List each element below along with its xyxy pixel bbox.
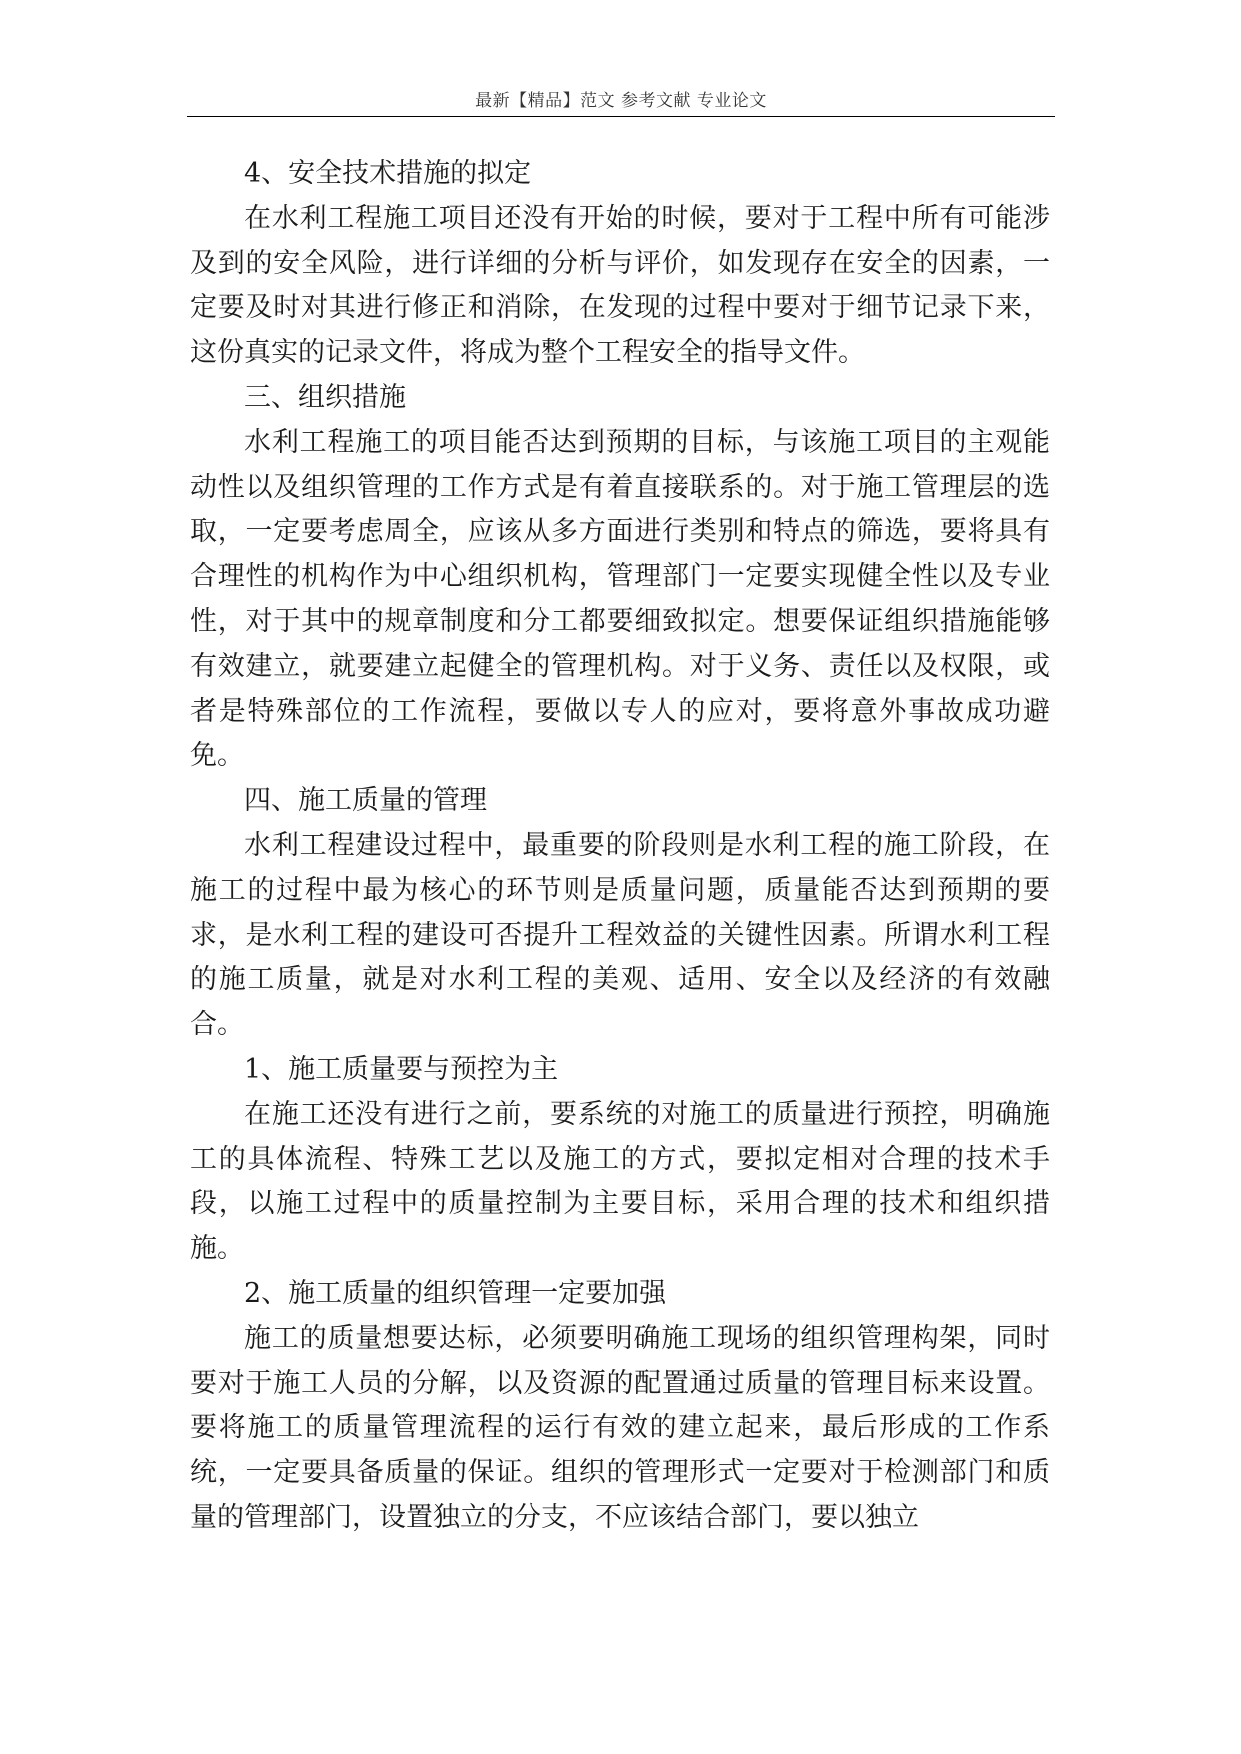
paragraph: 水利工程施工的项目能否达到预期的目标，与该施工项目的主观能动性以及组织管理的工作方式是有着直接联系的。对于施工管理层的选取，一定要考虑周全，应该从多方面进行类别和特点的筛选，要将具有合理性的机构作为中心组织机构，管理部门一定要实现健全性以及专业性，对于其中的规章制度和分工都要细致拟定。想要保证组织措施能够有效建立，就要建立起健全的管理机构。对于义务、责任以及权限，或者是特殊部位的工作流程，要做以专人的应对，要将意外事故成功避免。	[190, 426, 1050, 772]
section-heading: 四、施工质量的管理	[244, 785, 487, 817]
paragraph: 施工的质量想要达标，必须要明确施工现场的组织管理构架，同时要对于施工人员的分解，以及资源的配置通过质量的管理目标来设置。要将施工的质量管理流程的运行有效的建立起来，最后形成的工作系统，一定要具备质量的保证。组织的管理形式一定要对于检测部门和质量的管理部门，设置独立的分支，不应该结合部门，要以独立	[190, 1322, 1050, 1533]
header-rule	[187, 116, 1055, 117]
section-heading: 三、组织措施	[244, 381, 406, 413]
paragraph: 在水利工程施工项目还没有开始的时候，要对于工程中所有可能涉及到的安全风险，进行详细的分析与评价，如发现存在安全的因素，一定要及时对其进行修正和消除，在发现的过程中要对于细节记录下来，这份真实的记录文件，将成为整个工程安全的指导文件。	[190, 202, 1050, 369]
page-header: 最新【精品】范文 参考文献 专业论文	[475, 91, 767, 111]
document-body	[190, 152, 1050, 1541]
section-heading: 1、施工质量要与预控为主	[244, 1053, 559, 1085]
section-heading: 4、安全技术措施的拟定	[244, 158, 532, 189]
paragraph: 水利工程建设过程中，最重要的阶段则是水利工程的施工阶段，在施工的过程中最为核心的环节则是质量问题，质量能否达到预期的要求，是水利工程的建设可否提升工程效益的关键性因素。所谓水利工程的施工质量，就是对水利工程的美观、适用、安全以及经济的有效融合。	[190, 829, 1050, 1041]
section-heading: 2、施工质量的组织管理一定要加强	[244, 1277, 667, 1309]
paragraph: 在施工还没有进行之前，要系统的对施工的质量进行预控，明确施工的具体流程、特殊工艺以及施工的方式，要拟定相对合理的技术手段，以施工过程中的质量控制为主要目标，采用合理的技术和组织措施。	[190, 1098, 1050, 1265]
